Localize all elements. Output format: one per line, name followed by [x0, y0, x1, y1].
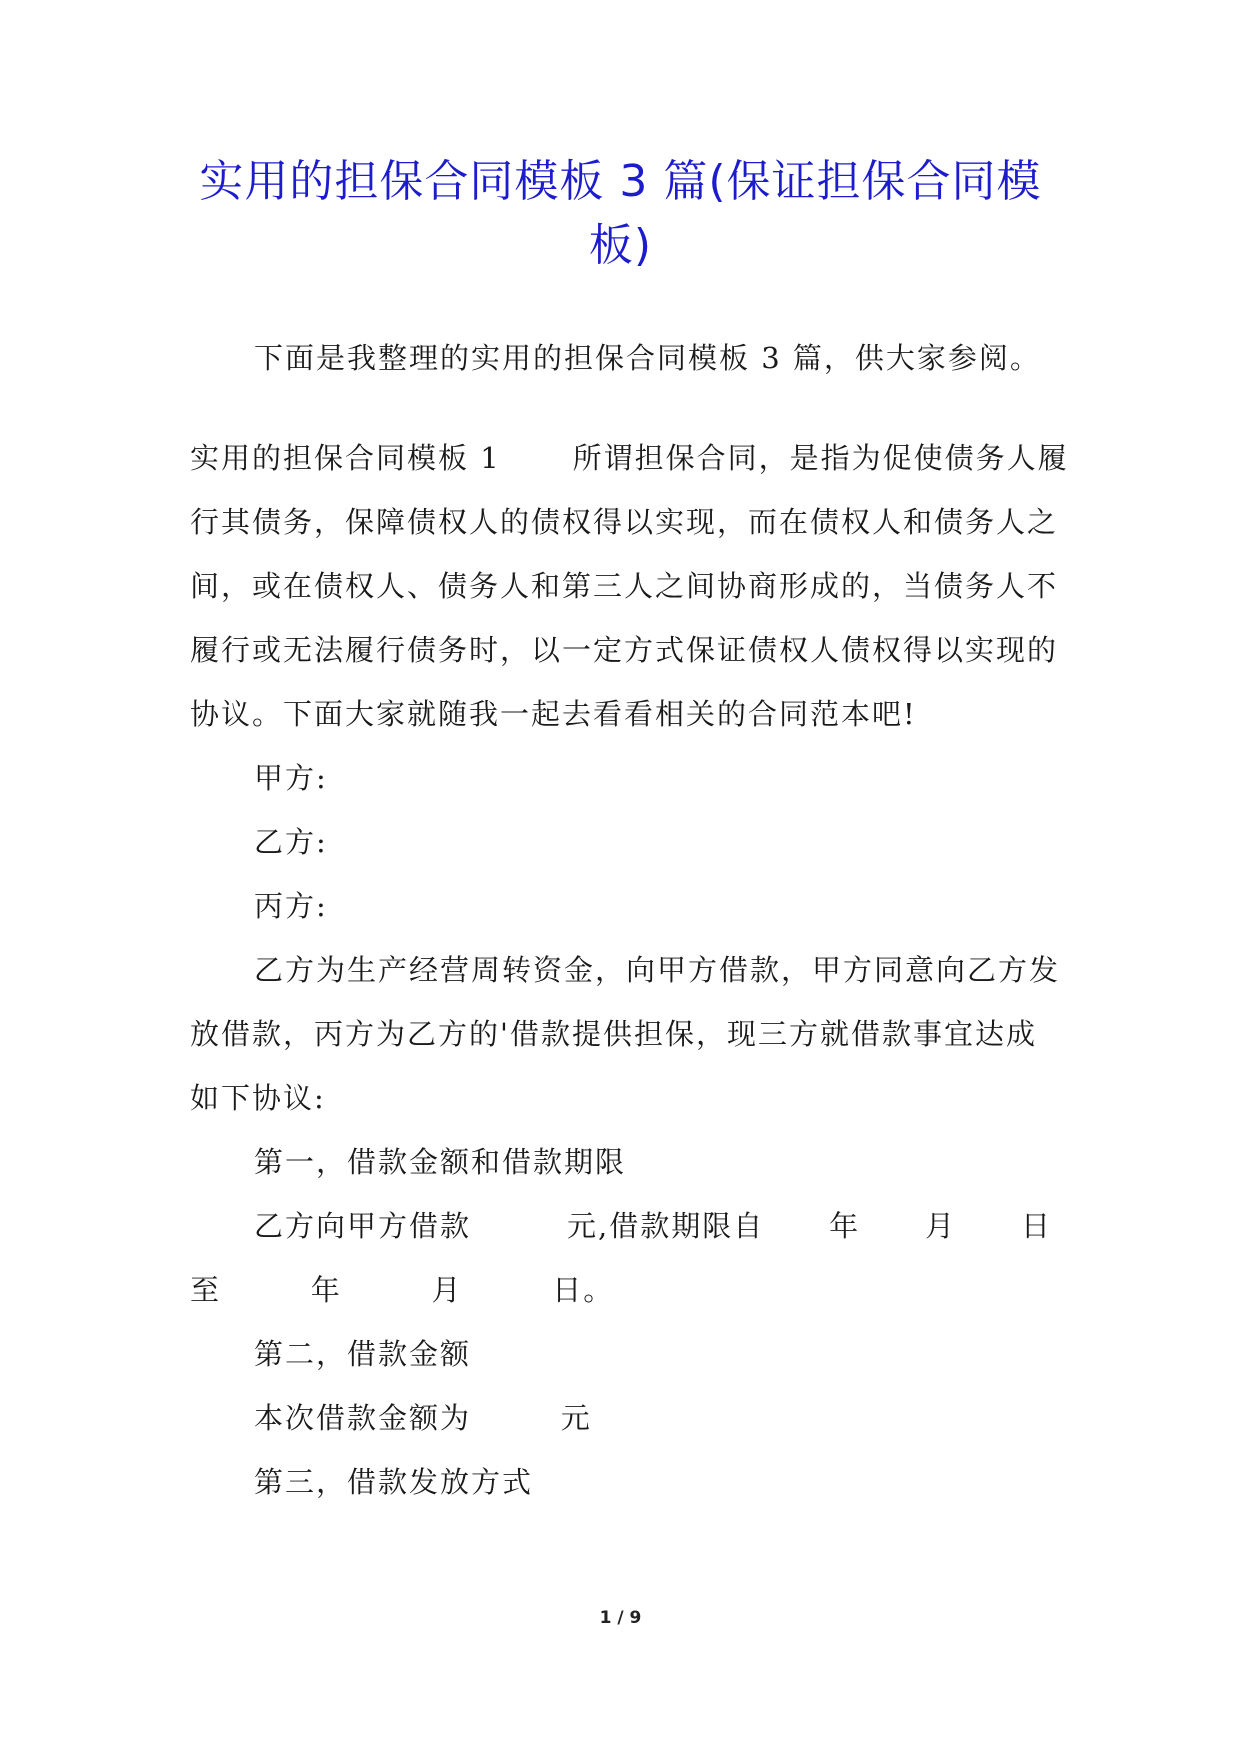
- title-line-2: 板): [588, 220, 653, 271]
- section1-line-4: 履行或无法履行债务时，以一定方式保证债权人债权得以实现的: [190, 633, 1059, 667]
- title-line-1: 实用的担保合同模板 3 篇(保证担保合同模: [199, 156, 1042, 207]
- clause2-line-1: 本次借款金额为 元: [254, 1401, 592, 1435]
- clause1-term-label: 元,借款期限自: [567, 1209, 765, 1243]
- party-a-label: 甲方:: [254, 761, 328, 795]
- clause1-day-label: 日: [1020, 1209, 1052, 1243]
- agreement-line-1: 乙方为生产经营周转资金，向甲方借款，甲方同意向乙方发: [254, 953, 1061, 987]
- clause1-line-2: 至 年 月 日。: [190, 1273, 615, 1307]
- clause2-heading: 第二，借款金额: [254, 1337, 472, 1371]
- party-b-label: 乙方:: [254, 825, 328, 859]
- clause1-month-label: 月: [925, 1209, 957, 1243]
- agreement-line-2: 放借款，丙方为乙方的'借款提供担保，现三方就借款事宜达成: [190, 1017, 1037, 1051]
- clause1-line-1: [254, 1194, 1052, 1258]
- page-number: 1 / 9: [599, 1608, 642, 1628]
- section1-heading: 实用的担保合同模板 1: [190, 441, 501, 475]
- clause3-heading: 第三，借款发放方式: [254, 1465, 534, 1499]
- intro-paragraph: 下面是我整理的实用的担保合同模板 3 篇，供大家参阅。: [254, 341, 1041, 375]
- clause1-year-label: 年: [829, 1209, 861, 1243]
- agreement-line-3: 如下协议:: [190, 1081, 326, 1115]
- section1-line-1-text: 所谓担保合同，是指为促使债务人履: [572, 441, 1069, 475]
- party-c-label: 丙方:: [254, 889, 328, 923]
- document-title: [150, 150, 1091, 278]
- clause1-heading: 第一，借款金额和借款期限: [254, 1145, 627, 1179]
- clause1-loan-label: 乙方向甲方借款: [254, 1209, 472, 1243]
- section1-line-5: 协议。下面大家就随我一起去看看相关的合同范本吧!: [190, 697, 917, 731]
- section1-line-3: 间，或在债权人、债务人和第三人之间协商形成的，当债务人不: [190, 569, 1059, 603]
- section1-line-1: [190, 426, 1069, 490]
- section1-line-2: 行其债务，保障债权人的债权得以实现，而在债权人和债务人之: [190, 505, 1059, 539]
